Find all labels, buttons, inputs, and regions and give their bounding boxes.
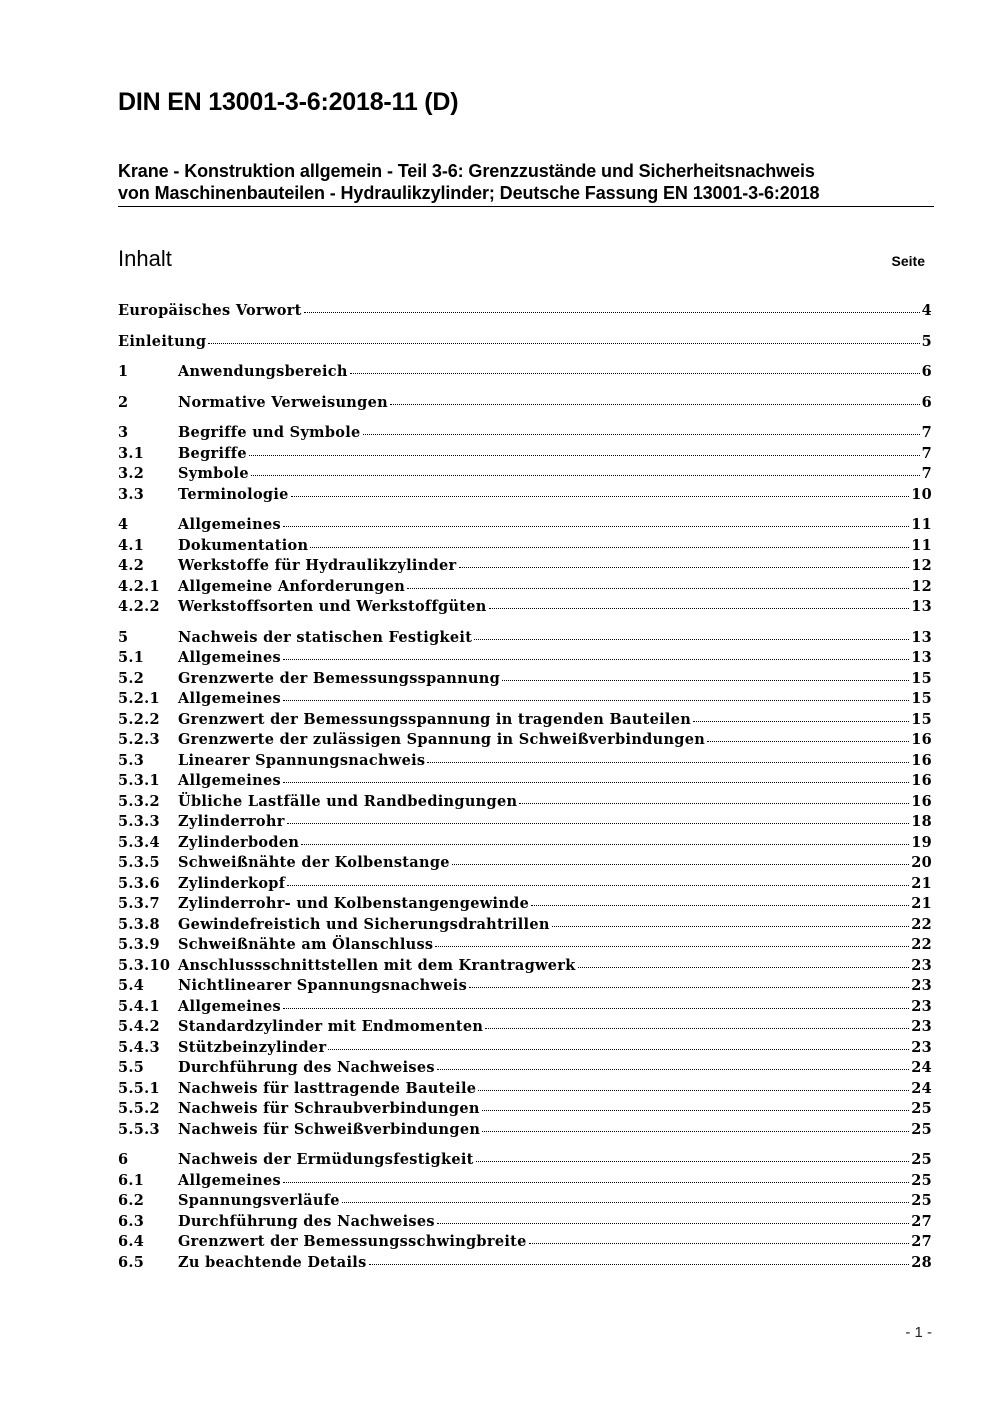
toc-entry[interactable]	[118, 649, 932, 670]
toc-entry[interactable]	[118, 895, 932, 916]
toc-entry-number: 6.2	[118, 1192, 145, 1209]
toc-leader-dots	[693, 720, 909, 722]
toc-entry-number: 5.4.3	[118, 1038, 160, 1056]
toc-entry-title: Begriffe und Symbole	[178, 424, 361, 441]
page-column-label: Seite	[891, 253, 925, 269]
toc-entry-page: 23	[911, 956, 932, 974]
toc-entry-title: Nachweis für lasttragende Bauteile	[178, 1079, 477, 1097]
toc-entry-title: Zylinderrohr- und Kolbenstangengewinde	[178, 895, 530, 912]
document-id: DIN EN 13001-3-6:2018-11 (D)	[118, 88, 459, 116]
toc-entry-page: 12	[911, 577, 932, 595]
toc-leader-dots	[328, 1048, 909, 1050]
toc-entry-page: 25	[911, 1151, 932, 1168]
toc-entry-title: Übliche Lastfälle und Randbedingungen	[178, 792, 518, 810]
toc-entry-title: Grenzwerte der zulässigen Spannung in Schweißverbindungen	[178, 731, 706, 748]
toc-entry[interactable]	[118, 793, 932, 814]
toc-entry-title: Allgemeines	[178, 772, 281, 789]
toc-entry-number: 5.4.1	[118, 997, 160, 1015]
toc-leader-dots	[287, 822, 910, 824]
toc-entry-page: 19	[911, 833, 932, 851]
toc-entry-title: Werkstoffe für Hydraulikzylinder	[178, 557, 457, 574]
toc-leader-dots	[552, 925, 909, 927]
toc-entry-number: 3.2	[118, 465, 145, 482]
toc-entry-title: Normative Verweisungen	[178, 393, 388, 411]
toc-entry-number: 5.3.8	[118, 915, 160, 933]
toc-leader-dots	[485, 1027, 909, 1029]
toc-entry[interactable]	[118, 363, 932, 384]
toc-entry-page: 25	[911, 1120, 932, 1138]
toc-entry[interactable]	[118, 731, 932, 752]
toc-entry-page: 4	[921, 302, 932, 319]
toc-leader-dots	[283, 699, 909, 701]
toc-entry[interactable]	[118, 1080, 932, 1101]
toc-entry[interactable]	[118, 854, 932, 875]
toc-entry[interactable]	[118, 834, 932, 855]
toc-entry-title: Allgemeines	[178, 997, 281, 1015]
toc-entry-page: 23	[911, 977, 932, 994]
toc-entry-title: Spannungsverläufe	[178, 1192, 340, 1209]
toc-leader-dots	[369, 1263, 910, 1265]
toc-entry-page: 27	[911, 1212, 932, 1230]
toc-leader-dots	[283, 1181, 909, 1183]
toc-entry-title: Stützbeinzylinder	[178, 1038, 327, 1056]
toc-entry-page: 23	[911, 1038, 932, 1056]
toc-entry-page: 16	[911, 772, 932, 789]
toc-entry-page: 22	[911, 915, 932, 933]
toc-entry-page: 15	[911, 690, 932, 707]
toc-entry[interactable]	[118, 1039, 932, 1060]
toc-entry-number: 5.3.4	[118, 833, 160, 851]
toc-entry[interactable]	[118, 1192, 932, 1213]
toc-entry[interactable]	[118, 629, 932, 650]
toc-entry-page: 16	[911, 731, 932, 748]
toc-entry-page: 5	[921, 332, 932, 350]
toc-entry-number: 6	[118, 1151, 129, 1168]
toc-entry[interactable]	[118, 752, 932, 773]
toc-entry-page: 24	[911, 1059, 932, 1076]
toc-entry[interactable]	[118, 670, 932, 691]
toc-entry[interactable]	[118, 875, 932, 896]
toc-entry-page: 22	[911, 936, 932, 953]
toc-entry-title: Europäisches Vorwort	[118, 302, 302, 319]
toc-leader-dots	[529, 1242, 910, 1244]
toc-entry[interactable]	[118, 578, 932, 599]
toc-entry-title: Linearer Spannungsnachweis	[178, 751, 426, 769]
toc-entry-number: 5.3.7	[118, 895, 160, 912]
toc-entry-number: 5.5.1	[118, 1079, 160, 1097]
toc-entry-number: 5.3.9	[118, 936, 160, 953]
toc-leader-dots	[304, 311, 920, 313]
toc-entry-page: 13	[911, 598, 932, 615]
toc-leader-dots	[342, 1201, 909, 1203]
toc-entry-number: 6.1	[118, 1171, 145, 1189]
toc-leader-dots	[452, 863, 909, 865]
toc-entry-title: Begriffe	[178, 444, 247, 462]
toc-entry-page: 25	[911, 1100, 932, 1117]
toc-leader-dots	[459, 566, 910, 568]
toc-entry[interactable]	[118, 957, 932, 978]
toc-entry[interactable]	[118, 598, 932, 619]
toc-entry[interactable]	[118, 516, 932, 537]
toc-entry-page: 6	[921, 393, 932, 411]
toc-entry-title: Dokumentation	[178, 536, 309, 554]
toc-entry-title: Schweißnähte am Ölanschluss	[178, 936, 434, 953]
toc-entry[interactable]	[118, 772, 932, 793]
toc-leader-dots	[482, 1130, 909, 1132]
footer-page-number: - 1 -	[905, 1324, 932, 1341]
toc-entry[interactable]	[118, 1172, 932, 1193]
toc-entry-number: 5.2.2	[118, 710, 160, 728]
toc-entry-title: Einleitung	[118, 332, 207, 350]
toc-entry-page: 11	[911, 536, 932, 554]
toc-leader-dots	[363, 433, 920, 435]
toc-entry-number: 4.2.2	[118, 598, 160, 615]
toc-entry-title: Gewindefreistich und Sicherungsdrahtrillen	[178, 915, 550, 933]
toc-entry-page: 15	[911, 669, 932, 687]
toc-entry-number: 4.2.1	[118, 577, 160, 595]
toc-entry[interactable]	[118, 486, 932, 507]
toc-entry-title: Nachweis der Ermüdungsfestigkeit	[178, 1151, 474, 1168]
toc-entry-title: Nichtlinearer Spannungsnachweis	[178, 977, 468, 994]
toc-entry-number: 5.3.2	[118, 792, 160, 810]
toc-entry-title: Allgemeines	[178, 690, 281, 707]
toc-leader-dots	[531, 904, 909, 906]
toc-entry[interactable]	[118, 1121, 932, 1142]
toc-entry[interactable]	[118, 1100, 932, 1121]
toc-entry-number: 5.5	[118, 1059, 145, 1076]
toc-entry-title: Zylinderrohr	[178, 813, 285, 830]
toc-leader-dots	[469, 986, 909, 988]
toc-entry-number: 5.4	[118, 977, 145, 994]
toc-leader-dots	[283, 781, 909, 783]
toc-entry-number: 5.3.5	[118, 854, 160, 871]
toc-entry-page: 23	[911, 997, 932, 1015]
toc-entry-title: Anwendungsbereich	[178, 363, 348, 380]
toc-leader-dots	[707, 740, 909, 742]
toc-entry[interactable]	[118, 813, 932, 834]
toc-entry-number: 3	[118, 424, 129, 441]
toc-entry[interactable]	[118, 445, 932, 466]
toc-leader-dots	[437, 1222, 909, 1224]
toc-entry-page: 13	[911, 649, 932, 666]
toc-leader-dots	[578, 966, 910, 968]
toc-entry-page: 21	[911, 874, 932, 892]
toc-entry-number: 5.1	[118, 649, 145, 666]
toc-entry-title: Allgemeine Anforderungen	[178, 577, 406, 595]
toc-entry-number: 5.3.6	[118, 874, 160, 892]
toc-entry[interactable]	[118, 977, 932, 998]
toc-entry[interactable]	[118, 1254, 932, 1275]
toc-entry-title: Nachweis für Schweißverbindungen	[178, 1120, 481, 1138]
toc-heading: Inhalt	[118, 246, 172, 271]
toc-entry-page: 27	[911, 1233, 932, 1250]
toc-leader-dots	[478, 1089, 909, 1091]
toc-entry[interactable]	[118, 916, 932, 937]
title-underline	[118, 206, 934, 207]
toc-entry-page: 20	[911, 854, 932, 871]
toc-entry-title: Nachweis der statischen Festigkeit	[178, 628, 473, 646]
toc-entry-page: 21	[911, 895, 932, 912]
toc-entry-title: Grenzwert der Bemessungsschwingbreite	[178, 1233, 527, 1250]
toc-entry-title: Allgemeines	[178, 516, 281, 533]
toc-leader-dots	[283, 525, 909, 527]
toc-entry-number: 3.3	[118, 485, 145, 503]
toc-entry-number: 4.2	[118, 557, 145, 574]
toc-entry-number: 5.2.3	[118, 731, 160, 748]
toc-entry-number: 4.1	[118, 536, 145, 554]
toc-entry-page: 13	[911, 628, 932, 646]
toc-leader-dots	[427, 761, 909, 763]
toc-entry[interactable]	[118, 1151, 932, 1172]
toc-entry-number: 5.2	[118, 669, 145, 687]
toc-entry-page: 23	[911, 1018, 932, 1035]
toc-leader-dots	[489, 607, 910, 609]
toc-entry-number: 5.4.2	[118, 1018, 160, 1035]
document-title-line-1: Krane - Konstruktion allgemein - Teil 3-6: Grenzzustände und Sicherheitsnachweis	[118, 161, 815, 181]
toc-entry-number: 4	[118, 516, 129, 533]
toc-entry-number: 6.5	[118, 1253, 145, 1271]
toc-entry-page: 16	[911, 792, 932, 810]
toc-entry-number: 5.3	[118, 751, 145, 769]
toc-entry-title: Allgemeines	[178, 1171, 281, 1189]
toc-entry[interactable]	[118, 1213, 932, 1234]
toc-leader-dots	[208, 342, 919, 344]
toc-entry-title: Werkstoffsorten und Werkstoffgüten	[178, 598, 487, 615]
toc-entry-page: 25	[911, 1192, 932, 1209]
toc-entry-page: 16	[911, 751, 932, 769]
toc-entry-title: Nachweis für Schraubverbindungen	[178, 1100, 480, 1117]
toc-entry-title: Grenzwert der Bemessungsspannung in tragenden Bauteilen	[178, 710, 692, 728]
toc-entry-title: Durchführung des Nachweises	[178, 1059, 435, 1076]
toc-entry-number: 5.3.3	[118, 813, 160, 830]
toc-entry[interactable]	[118, 557, 932, 578]
toc-leader-dots	[474, 638, 909, 640]
toc-entry-number: 3.1	[118, 444, 145, 462]
toc-entry-title: Anschlussschnittstellen mit dem Krantragwerk	[178, 956, 576, 974]
toc-entry-page: 18	[911, 813, 932, 830]
toc-leader-dots	[435, 945, 909, 947]
toc-entry-title: Zylinderboden	[178, 833, 300, 851]
toc-entry[interactable]	[118, 465, 932, 486]
toc-entry[interactable]	[118, 690, 932, 711]
toc-entry[interactable]	[118, 302, 932, 323]
toc-entry-title: Durchführung des Nachweises	[178, 1212, 435, 1230]
toc-leader-dots	[310, 546, 909, 548]
toc-entry-title: Zu beachtende Details	[178, 1253, 367, 1271]
toc-entry-page: 7	[921, 444, 932, 462]
toc-entry-page: 24	[911, 1079, 932, 1097]
toc-leader-dots	[291, 495, 910, 497]
toc-entry-number: 5.5.3	[118, 1120, 160, 1138]
toc-entry[interactable]	[118, 998, 932, 1019]
toc-entry-page: 12	[911, 557, 932, 574]
toc-entry-number: 5	[118, 628, 129, 646]
toc-entry[interactable]	[118, 333, 932, 354]
toc-leader-dots	[437, 1068, 909, 1070]
toc-entry-title: Schweißnähte der Kolbenstange	[178, 854, 450, 871]
document-title-line-2: von Maschinenbauteilen - Hydraulikzylinder; Deutsche Fassung EN 13001-3-6:2018	[118, 183, 820, 203]
toc-entry-number: 5.5.2	[118, 1100, 160, 1117]
toc-leader-dots	[283, 1007, 909, 1009]
toc-entry[interactable]	[118, 394, 932, 415]
toc-entry[interactable]	[118, 936, 932, 957]
toc-entry-page: 10	[911, 485, 932, 503]
toc-entry-title: Zylinderkopf	[178, 874, 286, 892]
toc-entry[interactable]	[118, 1233, 932, 1254]
toc-entry[interactable]	[118, 424, 932, 445]
toc-entry-title: Allgemeines	[178, 649, 281, 666]
toc-entry-number: 6.3	[118, 1212, 145, 1230]
toc-entry-page: 28	[911, 1253, 932, 1271]
toc-entry[interactable]	[118, 537, 932, 558]
toc-leader-dots	[482, 1109, 910, 1111]
toc-leader-dots	[287, 884, 909, 886]
toc-leader-dots	[350, 372, 920, 374]
table-of-contents	[118, 302, 932, 1274]
toc-entry[interactable]	[118, 711, 932, 732]
toc-entry-page: 15	[911, 710, 932, 728]
toc-leader-dots	[251, 474, 920, 476]
toc-leader-dots	[476, 1160, 910, 1162]
toc-entry-page: 7	[921, 465, 932, 482]
toc-entry-page: 11	[911, 516, 932, 533]
toc-leader-dots	[390, 403, 920, 405]
toc-entry-number: 1	[118, 363, 129, 380]
toc-leader-dots	[283, 658, 909, 660]
toc-leader-dots	[519, 802, 909, 804]
toc-entry[interactable]	[118, 1059, 932, 1080]
toc-leader-dots	[249, 454, 920, 456]
toc-entry-page: 7	[921, 424, 932, 441]
toc-entry-page: 25	[911, 1171, 932, 1189]
toc-entry-number: 5.3.1	[118, 772, 160, 789]
toc-entry-page: 6	[921, 363, 932, 380]
toc-entry-title: Symbole	[178, 465, 249, 482]
toc-entry-number: 6.4	[118, 1233, 145, 1250]
toc-entry[interactable]	[118, 1018, 932, 1039]
toc-entry-title: Terminologie	[178, 485, 289, 503]
toc-entry-number: 5.3.10	[118, 956, 171, 974]
toc-leader-dots	[502, 679, 909, 681]
document-title	[118, 160, 938, 204]
toc-entry-number: 2	[118, 393, 129, 411]
toc-entry-title: Grenzwerte der Bemessungsspannung	[178, 669, 501, 687]
toc-entry-number: 5.2.1	[118, 690, 160, 707]
toc-leader-dots	[407, 587, 909, 589]
toc-entry-title: Standardzylinder mit Endmomenten	[178, 1018, 484, 1035]
toc-leader-dots	[301, 843, 909, 845]
